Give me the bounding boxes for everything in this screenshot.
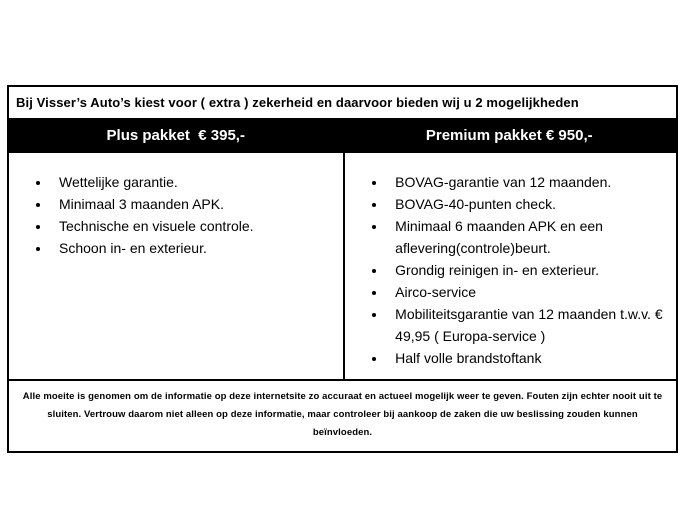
package-details bbox=[9, 152, 676, 379]
premium-package-list bbox=[345, 171, 676, 369]
plus-package-column bbox=[9, 153, 345, 379]
list-item: • Airco-service bbox=[387, 281, 666, 303]
premium-package-column bbox=[345, 153, 676, 379]
warranty-packages-table bbox=[7, 85, 678, 453]
list-item: • Minimaal 3 maanden APK. bbox=[51, 193, 333, 215]
package-header-premium: Premium pakket € 950,- bbox=[425, 126, 593, 144]
package-header-plus: Plus pakket € 395,- bbox=[106, 126, 245, 144]
list-item: • BOVAG-40-punten check. bbox=[387, 193, 666, 215]
table-title: Bij Visser’s Auto’s kiest voor ( extra ) zekerheid en daarvoor bieden wij u 2 mogelijkheden bbox=[16, 95, 579, 110]
plus-package-list bbox=[9, 171, 343, 259]
list-item: • Grondig reinigen in- en exterieur. bbox=[387, 259, 666, 281]
list-item: • Wettelijke garantie. bbox=[51, 171, 333, 193]
disclaimer-text: Alle moeite is genomen om de informatie op deze internetsite zo accuraat en actueel mogelijk weer te geven. Fouten zijn echter nooit uit te sluiten. Vertrouw daarom niet alleen op deze informatie, maar controleer bij aankoop de zaken die uw beslissing zouden kunnen beïnvloeden. bbox=[9, 379, 676, 451]
package-header-bar bbox=[9, 118, 676, 152]
list-item: • Schoon in- en exterieur. bbox=[51, 237, 333, 259]
list-item: • Mobiliteitsgarantie van 12 maanden t.w.v. € 49,95 ( Europa-service ) bbox=[387, 303, 666, 347]
list-item: • Minimaal 6 maanden APK en een aflevering(controle)beurt. bbox=[387, 215, 666, 259]
list-item: • Half volle brandstoftank bbox=[387, 347, 666, 369]
list-item: • Technische en visuele controle. bbox=[51, 215, 333, 237]
list-item: • BOVAG-garantie van 12 maanden. bbox=[387, 171, 666, 193]
